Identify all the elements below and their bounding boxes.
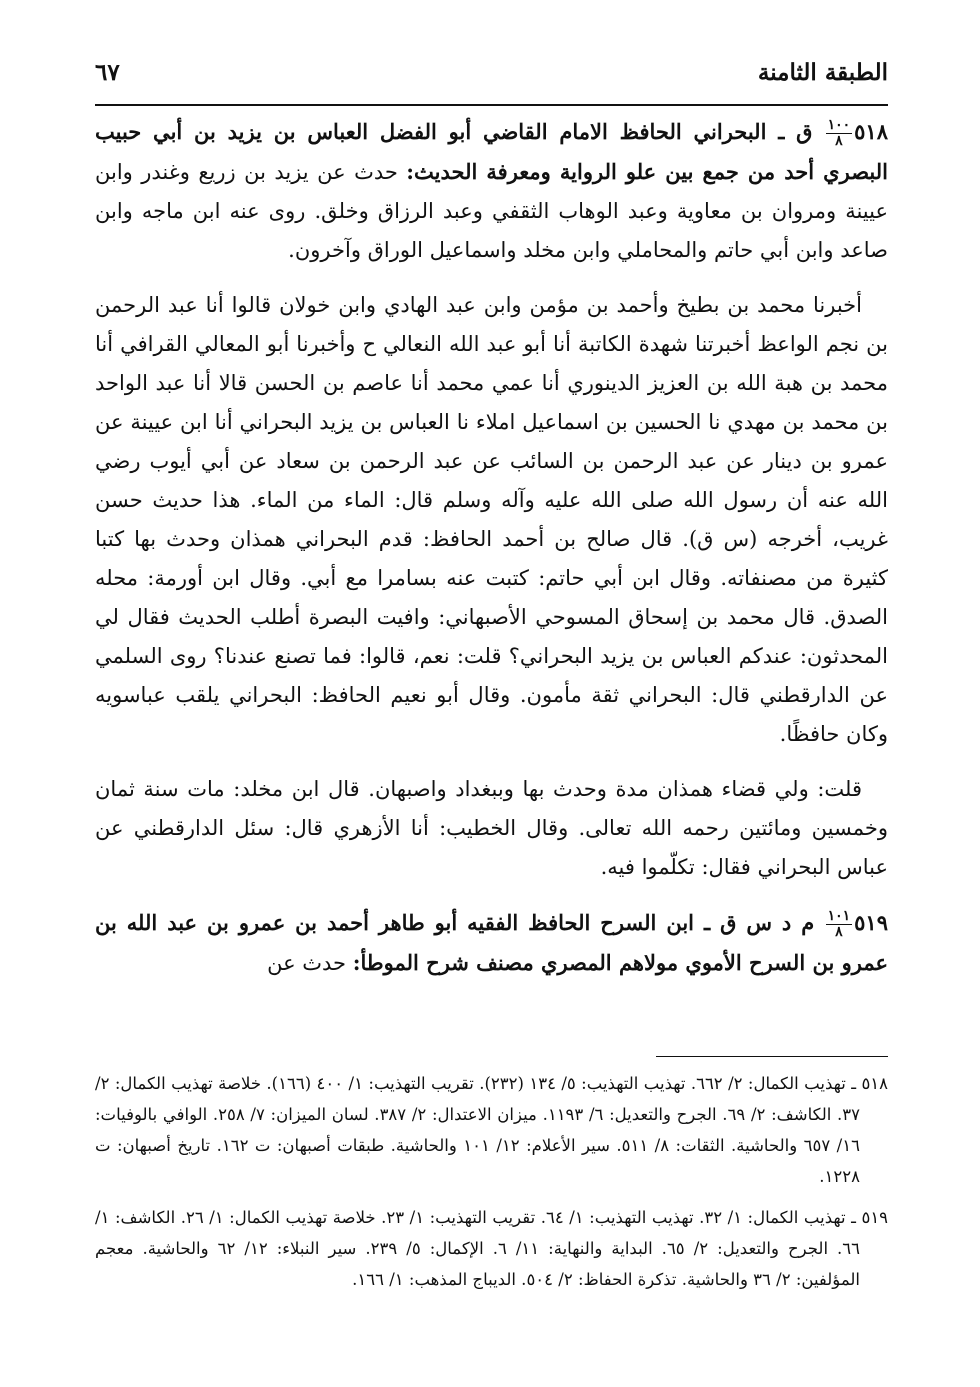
footnotes bbox=[95, 1068, 888, 1305]
fraction-denominator: ٨ bbox=[835, 924, 843, 940]
fraction-numerator: ١٠١ bbox=[827, 908, 851, 924]
section-title: الطبقة الثامنة bbox=[757, 58, 888, 86]
entry-body: حدث عن bbox=[267, 951, 347, 975]
page-number: ٦٧ bbox=[95, 58, 120, 86]
commentary-paragraph: قلت: ولي قضاء همذان مدة وحدث بها وببغداد واصبهان. قال ابن مخلد: مات سنة ثمان وخمسين ومائتين رحمه الله تعالى. وقال الخطيب: أنا الأزهري قال: سئل الدارقطني عن عباس البحراني فقال: تكلّموا فيه. bbox=[95, 777, 888, 879]
entry-fraction bbox=[826, 909, 853, 940]
entry-fraction bbox=[826, 118, 853, 149]
footnote-519: ٥١٩ ـ تهذيب الكمال: ١/ ٣٢. تهذيب التهذيب: ١/ ٦٤. تقريب التهذيب: ١/ ٢٣. خلاصة تهذيب الكمال: ١/ ٢٦. الكاشف: ١/ ٦٦. الجرح والتعديل: ٢/ ٦٥. البداية والنهاية: ١١/ ٦. الإكمال: ٥/ ٢٣٩. سير النبلاء: ١٢/ ٦٢ والحاشية. معجم المؤلفين: ٢/ ٣٦ والحاشية. تذكرة الحفاظ: ٢/ ٥٠٤. الديباج المذهب: ١/ ١٦٦. bbox=[95, 1208, 889, 1289]
entry-number: ٥١٩ bbox=[854, 910, 888, 935]
footnote-518: ٥١٨ ـ تهذيب الكمال: ٢/ ٦٦٢. تهذيب التهذيب: ٥/ ١٣٤ (٢٣٢). تقريب التهذيب: ١/ ٤٠٠ (١٦٦). خلاصة تهذيب الكمال: ٢/ ٣٧. الكاشف: ٢/ ٦٩. الجرح والتعديل: ٦/ ١١٩٣. ميزان الاعتدال: ٢/ ٣٨٧. لسان الميزان: ٧/ ٢٥٨. الوافي بالوفيات: ١٦/ ٦٥٧ والحاشية. الثقات: ٨/ ٥١١. سير الأعلام: ١٢/ ١٠١ والحاشية. طبقات أصبهان: ت ١٦٢. تاريخ أصبهان: ت ١٢٢٨. bbox=[95, 1074, 889, 1186]
fraction-numerator: ١٠٠ bbox=[827, 117, 851, 133]
entry-heading: م د س ق ـ ابن السرح الحافظ الفقيه أبو طاهر أحمد بن عمرو بن عبد الله بن عمرو بن السرح الأموي مولاهم المصري مصنف شرح الموطأ: bbox=[95, 910, 888, 975]
entry-number: ٥١٨ bbox=[854, 119, 888, 144]
footnote-divider bbox=[656, 1056, 888, 1057]
entry-518 bbox=[95, 112, 888, 270]
hadith-paragraph: أخبرنا محمد بن بطيخ وأحمد بن مؤمن وابن عبد الهادي وابن خولان قالوا أنا عبد الرحمن بن نجم الواعظ أخبرتنا شهدة الكاتبة أنا أبو عبد الله النعالي ح وأخبرنا أبو المعالي القرافي أنا محمد بن هبة الله بن العزيز الدينوري أنا عمي محمد أنا عاصم بن الحسن قالا أنا عبد الواحد بن محمد بن مهدي نا الحسين بن اسماعيل املاء نا العباس بن يزيد البحراني أنا ابن عيينة عن عمرو بن دينار عن عبد الرحمن بن السائب عن عبد الرحمن بن سعاد عن أبي أيوب رضي الله عنه أن رسول الله صلى الله عليه وآله وسلم قال: الماء من الماء. هذا حديث حسن غريب، أخرجه (س ق). قال صالح بن أحمد الحافظ: قدم البحراني همذان وحدث بها كتبا كثيرة من مصنفاته. وقال ابن أبي حاتم: كتبت عنه بسامرا مع أبي. وقال ابن أورمة: محله الصدق. قال محمد بن إسحاق المسوحي الأصبهاني: وافيت البصرة أطلب الحديث فقال لي المحدثون: عندكم العباس بن يزيد البحراني؟ قلت: نعم، قالوا: فما تصنع عندنا؟ روى السلمي عن الدارقطني قال: البحراني ثقة مأمون. وقال أبو نعيم الحافظ: البحراني يلقب عباسويه وكان حافظًا. bbox=[95, 293, 888, 746]
entry-heading: ق ـ البحراني الحافظ الامام القاضي أبو الفضل العباس بن يزيد بن أبي حبيب البصري أحد من جمع بين علو الرواية ومعرفة الحديث: bbox=[95, 119, 888, 184]
entry-body: حدث عن يزيد بن زريع وغندر وابن عيينة ومروان بن معاوية وعبد الوهاب الثقفي وعبد الرزاق وخلق. روى عنه ابن ماجه وابن صاعد وابن أبي حاتم والمحاملي وابن مخلد واسماعيل الوراق وآخرون. bbox=[95, 160, 888, 262]
running-header bbox=[95, 52, 888, 92]
fraction-denominator: ٨ bbox=[835, 133, 843, 149]
header-divider bbox=[95, 104, 888, 106]
entry-519 bbox=[95, 903, 888, 983]
main-text bbox=[95, 112, 888, 999]
